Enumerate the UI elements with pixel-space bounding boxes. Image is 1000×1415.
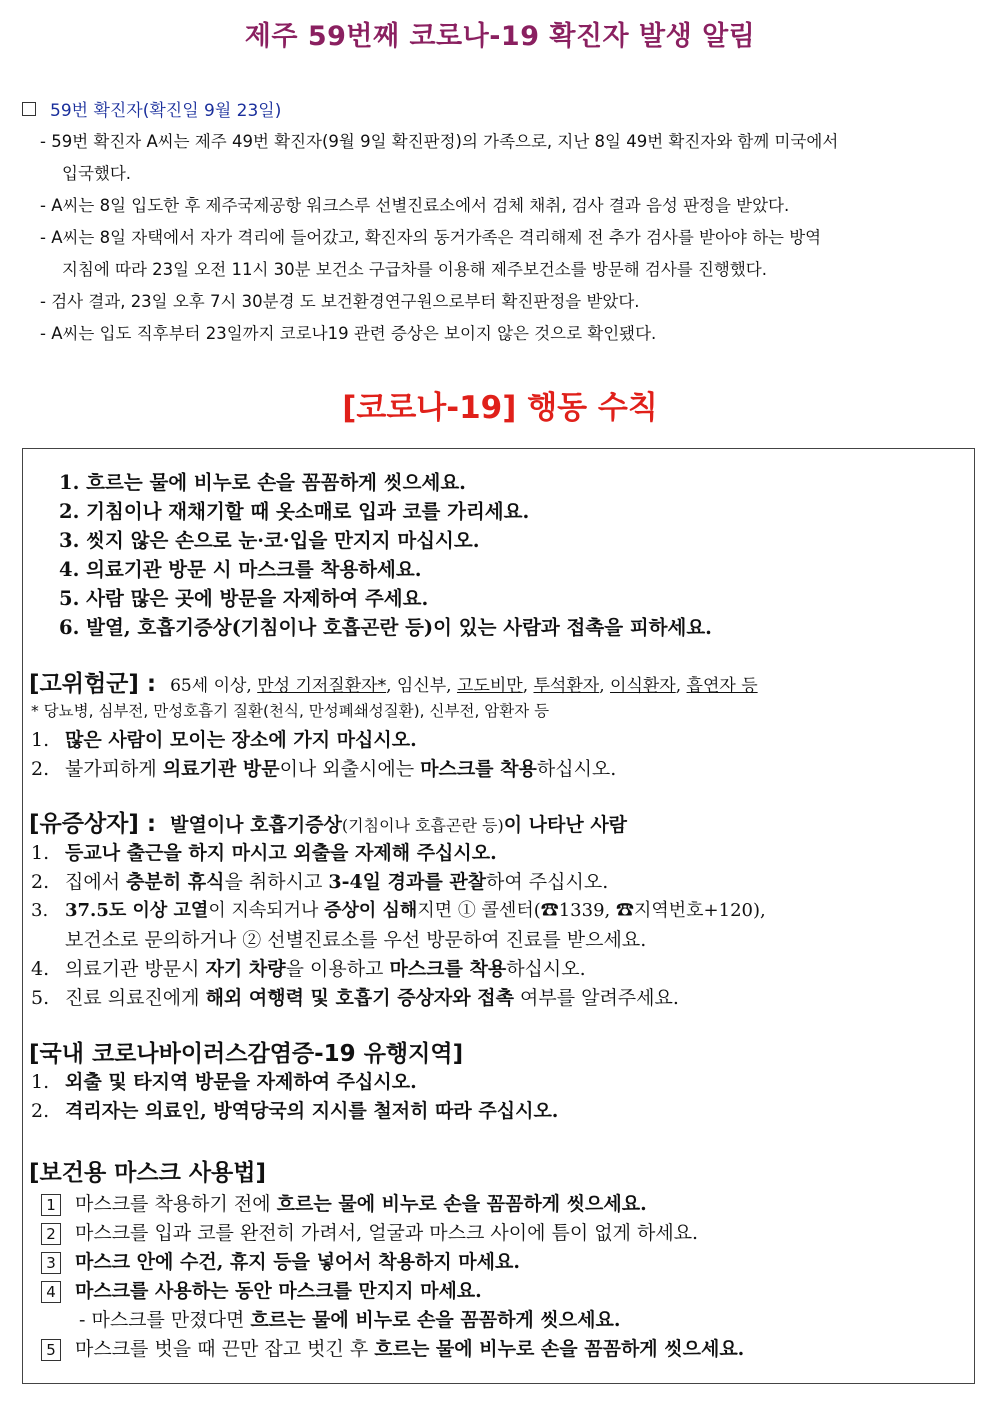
case-line-2: 입국했다. (62, 164, 132, 183)
high-risk-group-6: 흡연자 등 (686, 676, 758, 696)
general-rule-3: 3. 씻지 않은 손으로 눈·코·입을 만지지 마십시오. (59, 529, 480, 552)
symptomatic-header: [유증상자] : 발열이나 호흡기증상(기침이나 호흡곤란 등)이 나타난 사람 (29, 811, 628, 837)
general-rule-5: 5. 사람 많은 곳에 방문을 자제하여 주세요. (59, 587, 429, 610)
high-risk-item-2: 2. 불가피하게 의료기관 방문이나 외출시에는 마스크를 착용하십시오. (31, 758, 617, 780)
case-heading (22, 96, 281, 121)
mask-item-5: 5 마스크를 벗을 때 끈만 잡고 벗긴 후 흐르는 물에 비누로 손을 꼼꼼하게 씻으세요. (41, 1334, 744, 1361)
symptomatic-item-3-cont: 보건소로 문의하거나 ② 선별진료소를 우선 방문하여 진료를 받으세요. (65, 929, 647, 951)
high-risk-footnote: * 당뇨병, 심부전, 만성호흡기 질환(천식, 만성폐쇄성질환), 신부전, 암환자 등 (31, 702, 550, 720)
rules-title: [코로나-19] 행동 수칙 (342, 390, 658, 426)
symptomatic-item-1: 1. 등교나 출근을 하지 마시고 외출을 자제해 주십시오. (31, 842, 497, 864)
domestic-heading: [국내 코로나바이러스감염증-19 유행지역] (29, 1041, 464, 1067)
symptomatic-item-3: 3. 37.5도 이상 고열이 지속되거나 증상이 심해지면 ① 콜센터(☎1339, ☎지역번호+120), (31, 900, 766, 921)
case-line-1: - 59번 확진자 A씨는 제주 49번 확진자(9월 9일 확진판정)의 가족으로, 지난 8일 49번 확진자와 함께 미국에서 (40, 132, 839, 151)
mask-item-4: 4 마스크를 사용하는 동안 마스크를 만지지 마세요. (41, 1276, 482, 1303)
case-line-3: - A씨는 8일 입도한 후 제주국제공항 워크스루 선별진료소에서 검체 채취, 검사 결과 음성 판정을 받았다. (40, 196, 790, 215)
symptomatic-item-2: 2. 집에서 충분히 휴식을 취하시고 3-4일 경과를 관찰하여 주십시오. (31, 871, 609, 893)
case-line-6: - 검사 결과, 23일 오후 7시 30분경 도 보건환경연구원으로부터 확진판정을 받았다. (40, 292, 640, 311)
high-risk-group-1: 만성 기저질환자* (257, 676, 387, 696)
symptomatic-item-4: 4. 의료기관 방문시 자기 차량을 이용하고 마스크를 착용하십시오. (31, 958, 586, 980)
domestic-item-1: 1. 외출 및 타지역 방문을 자제하여 주십시오. (31, 1071, 417, 1093)
general-rule-2: 2. 기침이나 재채기할 때 옷소매로 입과 코를 가리세요. (59, 500, 530, 523)
rules-box (22, 448, 975, 1384)
domestic-item-2: 2. 격리자는 의료인, 방역당국의 지시를 철저히 따라 주십시오. (31, 1100, 559, 1122)
page-title: 제주 59번째 코로나-19 확진자 발생 알림 (244, 21, 756, 52)
case-line-4: - A씨는 8일 자택에서 자가 격리에 들어갔고, 확진자의 동거가족은 격리해제 전 추가 검사를 받아야 하는 방역 (40, 228, 822, 247)
symptomatic-item-5: 5. 진료 의료진에게 해외 여행력 및 호흡기 증상자와 접촉 여부를 알려주세요. (31, 987, 679, 1009)
high-risk-group-3: 고도비만 (456, 676, 523, 696)
high-risk-header: [고위험군] : 65세 이상, 만성 기저질환자*, 임신부, 고도비만, 투석환자, 이식환자, 흡연자 등 (29, 671, 758, 697)
symptomatic-heading: [유증상자] : (29, 811, 157, 837)
high-risk-heading: [고위험군] : (29, 671, 157, 697)
general-rule-4: 4. 의료기관 방문 시 마스크를 착용하세요. (59, 558, 422, 581)
high-risk-intro: 65세 이상, (170, 676, 258, 696)
mask-item-2: 2 마스크를 입과 코를 완전히 가려서, 얼굴과 마스크 사이에 틈이 없게 하세요. (41, 1218, 698, 1245)
general-rule-1: 1. 흐르는 물에 비누로 손을 꼼꼼하게 씻으세요. (59, 471, 466, 494)
checkbox-square (22, 102, 36, 116)
mask-item-4-sub: - 마스크를 만졌다면 흐르는 물에 비누로 손을 꼼꼼하게 씻으세요. (79, 1309, 621, 1331)
high-risk-group-4: 투석환자 (533, 676, 600, 696)
mask-heading: [보건용 마스크 사용법] (29, 1160, 267, 1186)
case-line-7: - A씨는 입도 직후부터 23일까지 코로나19 관련 증상은 보이지 않은 것으로 확인됐다. (40, 324, 657, 343)
case-heading-text: 59번 확진자(확진일 9월 23일) (50, 101, 282, 121)
mask-item-3: 3 마스크 안에 수건, 휴지 등을 넣어서 착용하지 마세요. (41, 1247, 520, 1274)
high-risk-group-5: 이식환자 (610, 676, 676, 696)
general-rule-6: 6. 발열, 호흡기증상(기침이나 호흡곤란 등)이 있는 사람과 접촉을 피하세요. (59, 616, 712, 639)
high-risk-group-2: 임신부 (396, 676, 447, 696)
mask-item-1: 1 마스크를 착용하기 전에 흐르는 물에 비누로 손을 꼼꼼하게 씻으세요. (41, 1189, 647, 1216)
high-risk-item-1: 1. 많은 사람이 모이는 장소에 가지 마십시오. (31, 729, 417, 751)
case-line-5: 지침에 따라 23일 오전 11시 30분 보건소 구급차를 이용해 제주보건소를 방문해 검사를 진행했다. (62, 260, 767, 279)
